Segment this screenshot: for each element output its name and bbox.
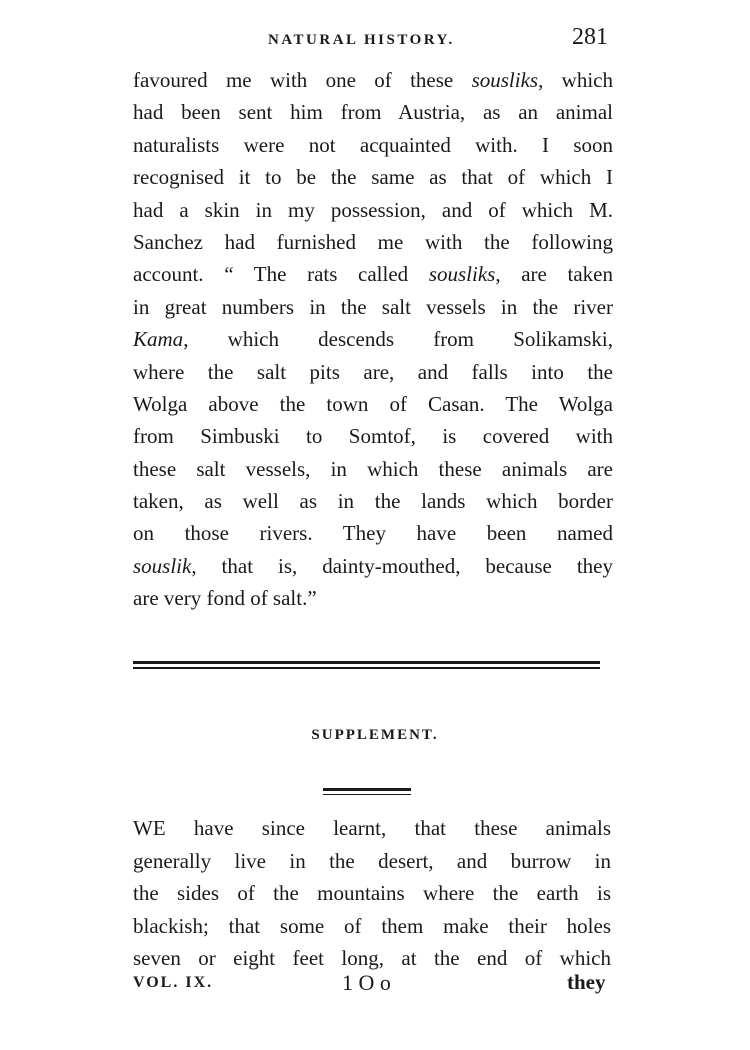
text-line: Kama, which descends from Solikamski, (133, 327, 613, 352)
text-line: Wolga above the town of Casan. The Wolga (133, 391, 613, 416)
page-number: 281 (572, 24, 608, 50)
volume-label: VOL. IX. (133, 974, 214, 991)
text-line: favoured me with one of these sousliks, which (133, 68, 613, 92)
supplement-line: the sides of the mountains where the earth is (133, 881, 611, 906)
running-head (0, 26, 750, 56)
text-line: souslik, that is, dainty-mouthed, because they (133, 553, 613, 578)
catchword: they (567, 970, 606, 994)
supplement-line: generally live in the desert, and burrow in (133, 848, 611, 873)
heading-rule (323, 788, 411, 795)
text-line: from Simbuski to Somtof, is covered with (133, 424, 613, 449)
running-title: NATURAL HISTORY. (268, 32, 455, 48)
text-line: where the salt pits are, and falls into the (133, 359, 613, 384)
text-line: on those rivers. They have been named (133, 521, 613, 546)
signature-mark: 1 O o (342, 970, 391, 995)
text-line: had a skin in my possession, and of which M. (133, 197, 613, 222)
text-line: had been sent him from Austria, as an animal (133, 100, 613, 125)
section-divider (133, 661, 600, 669)
supplement-line: WE have since learnt, that these animals (133, 816, 611, 840)
text-line: are very fond of salt.” (133, 586, 317, 611)
text-line: in great numbers in the salt vessels in the river (133, 294, 613, 319)
body-paragraph (133, 64, 613, 615)
text-line: these salt vessels, in which these animals are (133, 456, 613, 481)
supplement-line: blackish; that some of them make their holes (133, 913, 611, 938)
supplement-heading: SUPPLEMENT. (311, 727, 439, 743)
text-line: naturalists were not acquainted with. I soon (133, 132, 613, 157)
text-line: taken, as well as in the lands which border (133, 489, 613, 514)
text-line: account. “ The rats called sousliks, are taken (133, 262, 613, 287)
text-line: Sanchez had furnished me with the following (133, 229, 613, 254)
supplement-paragraph (133, 812, 611, 975)
supplement-line: seven or eight feet long, at the end of which (133, 946, 611, 971)
page-footer (0, 970, 750, 1002)
text-line: recognised it to be the same as that of which I (133, 165, 613, 190)
